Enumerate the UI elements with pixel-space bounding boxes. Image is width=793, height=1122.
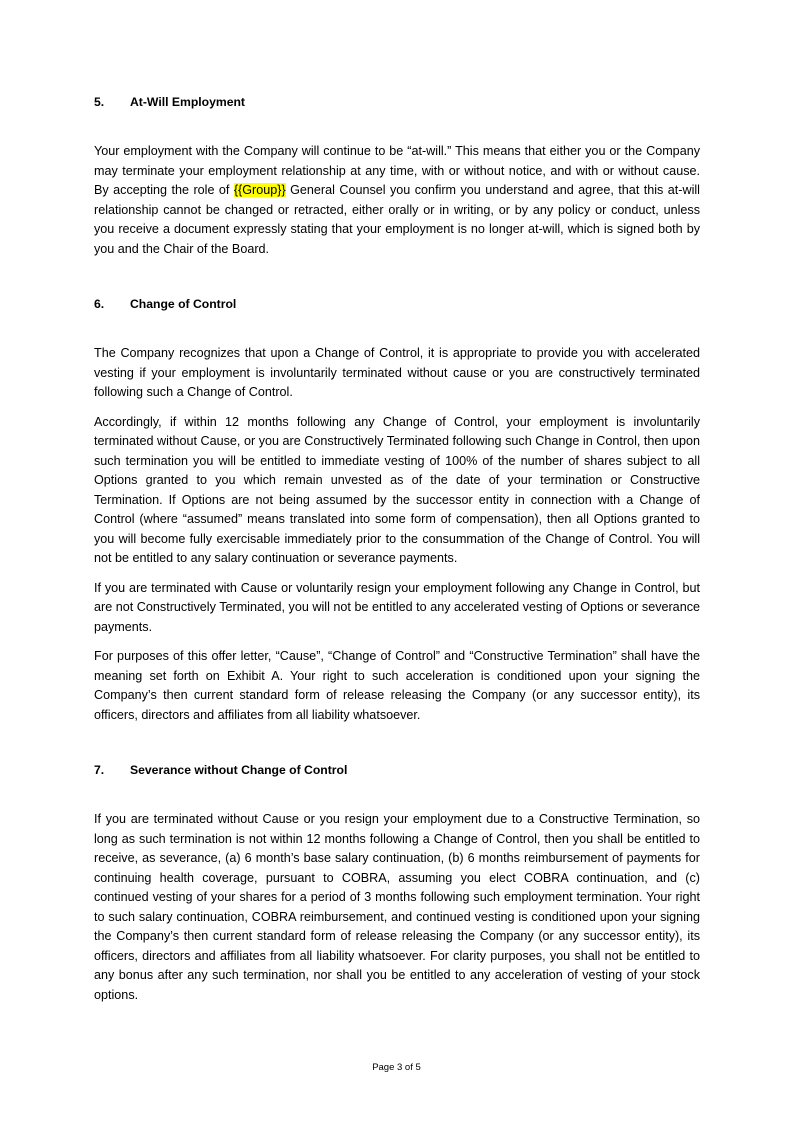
section-5-paragraph-1: [94, 142, 700, 259]
section-7-number: 7.: [94, 763, 105, 777]
section-5-number: 5.: [94, 95, 105, 109]
document-body: [94, 92, 700, 1005]
section-6-title: Change of Control: [130, 297, 237, 311]
group-placeholder-highlight: {{Group}}: [233, 183, 286, 197]
section-5-title: At-Will Employment: [130, 95, 245, 109]
section-7-heading: [94, 760, 700, 780]
section-6-paragraph-4: For purposes of this offer letter, “Cause”, “Change of Control” and “Constructive Termination” shall have the meaning set forth on Exhibit A. Your right to such acceleration is conditioned upon your signing the Company’s then current standard form of release releasing the Company (or any successor entity), its officers, directors and affiliates from all liability whatsoever.: [94, 649, 700, 722]
section-6-number: 6.: [94, 297, 105, 311]
section-6-heading: [94, 294, 700, 314]
section-5-paragraph-1-text-before: Your employment with the Company will continue to be “at-will.” This means that either you or the Company may terminate your employment relationship at any time, with or without notice, and with or without cause. By accepting the role of: [94, 144, 700, 197]
section-6-paragraph-2: Accordingly, if within 12 months following any Change of Control, your employment is involuntarily terminated without Cause, or you are Constructively Terminated following such Change in Control, then upon such termination you will be entitled to immediate vesting of 100% of the number of shares subject to all Options granted to you which remain unvested as of the date of your termination or Constructive Termination. If Options are not being assumed by the successor entity in connection with a Change of Control (where “assumed” means translated into some form of compensation), then all Options granted to you will become fully exercisable immediately prior to the consummation of the Change of Control. You will not be entitled to any salary continuation or severance payments.: [94, 414, 700, 565]
section-6-paragraph-3: If you are terminated with Cause or voluntarily resign your employment following any Change in Control, but are not Constructively Terminated, you will not be entitled to any accelerated vesting of Options or severance payments.: [94, 580, 700, 634]
section-5-heading: [94, 92, 700, 112]
section-7-title: Severance without Change of Control: [130, 763, 348, 777]
section-7-paragraph-1: If you are terminated without Cause or you resign your employment due to a Constructive Termination, so long as such termination is not within 12 months following a Change of Control, then you shall be entitled to receive, as severance, (a) 6 month’s base salary continuation, (b) 6 months reimbursement of payments for continuing health coverage, pursuant to COBRA, assuming you elect COBRA continuation, and (c) continued vesting of your shares for a period of 3 months following such employment termination. Your right to such salary continuation, COBRA reimbursement, and continued vesting is conditioned upon your signing the Company’s then current standard form of release releasing the Company (or any successor entity), its officers, directors and affiliates from all liability whatsoever. For clarity purposes, you shall not be entitled to any bonus after any such termination, nor shall you be entitled to any acceleration of vesting of your stock options.: [94, 812, 700, 1002]
page-number-footer: Page 3 of 5: [372, 1062, 421, 1073]
section-6-paragraph-1: The Company recognizes that upon a Change of Control, it is appropriate to provide you with accelerated vesting if your employment is involuntarily terminated without cause or you are constructively terminated following such a Change of Control.: [94, 346, 700, 399]
section-5-paragraph-1-text-after: General Counsel you confirm you understand and agree, that this at-will relationship cannot be changed or retracted, either orally or in writing, or by any policy or conduct, unless you receive a document expressly stating that your employment is no longer at-will, which is signed both by you and the Chair of the Board.: [94, 183, 700, 256]
